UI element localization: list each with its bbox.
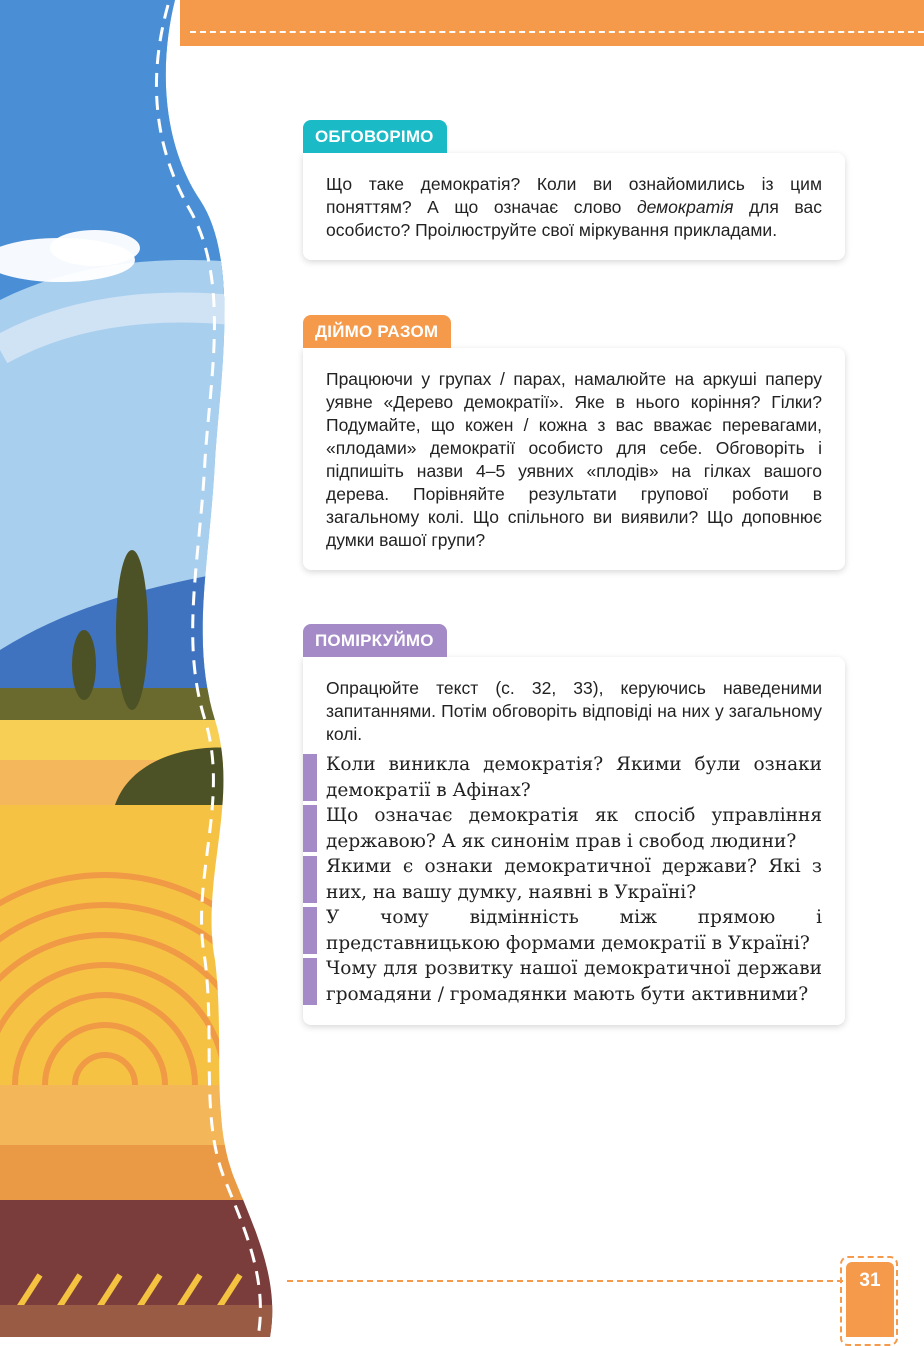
section-box-discuss: [303, 153, 845, 260]
top-bar: [180, 0, 924, 46]
section-label-reflect: ПОМІРКУЙМО: [303, 624, 447, 657]
reflect-question-4: У чому відмінність між прямою і представницькою формами демократії в Україні?: [326, 905, 822, 956]
discuss-text: [326, 173, 822, 242]
section-label-discuss: ОБГОВОРІМО: [303, 120, 447, 153]
reflect-question-5: Чому для розвитку нашої демократичної держави громадяни / громадянки мають бути активними?: [326, 956, 822, 1007]
reflect-question-1: Коли виникла демократія? Якими були ознаки демократії в Афінах?: [326, 752, 822, 803]
page-number: 31: [859, 1270, 881, 1291]
reflect-question-2: Що означає демократія як спосіб управління державою? А як синонім прав і свобод людини?: [326, 803, 822, 854]
bottom-dashed-line: [287, 1280, 843, 1282]
landscape-illustration: [0, 0, 300, 1337]
section-discuss: [303, 120, 845, 260]
top-bar-dashed-line: [190, 31, 924, 33]
discuss-text-part-1: Що таке демократія? Коли ви ознайомились із цим поняттям? А що означає слово: [326, 174, 822, 217]
section-box-reflect: [303, 657, 845, 1025]
act-together-text: Працюючи у групах / парах, намалюйте на аркуші паперу уявне «Дерево демократії». Яке в нього коріння? Гілки? Подумайте, що кожен / кожна з вас вважає перевагами, «плодами» демократії особисто для себе. Обговоріть і підпишіть назви 4–5 уявних «плодів» на гілках вашого дерева. Порівняйте результати групової роботи в загальному колі. Що спільного ви виявили? Що доповнює думки вашої групи?: [326, 369, 822, 550]
section-reflect: [303, 624, 845, 1025]
discuss-text-part-2: для вас особисто? Проілюструйте свої міркування прикладами.: [326, 197, 822, 240]
section-act-together: [303, 315, 845, 570]
section-label-act-together: ДІЙМО РАЗОМ: [303, 315, 451, 348]
discuss-text-emphasis: демократія: [636, 197, 734, 217]
reflect-intro: Опрацюйте текст (с. 32, 33), керуючись наведеними запитаннями. Потім обговоріть відповіді на них у загальному колі.: [326, 678, 822, 744]
reflect-question-3: Якими є ознаки демократичної держави? Які з них, на вашу думку, наявні в Україні?: [326, 854, 822, 905]
section-box-act-together: [303, 348, 845, 570]
